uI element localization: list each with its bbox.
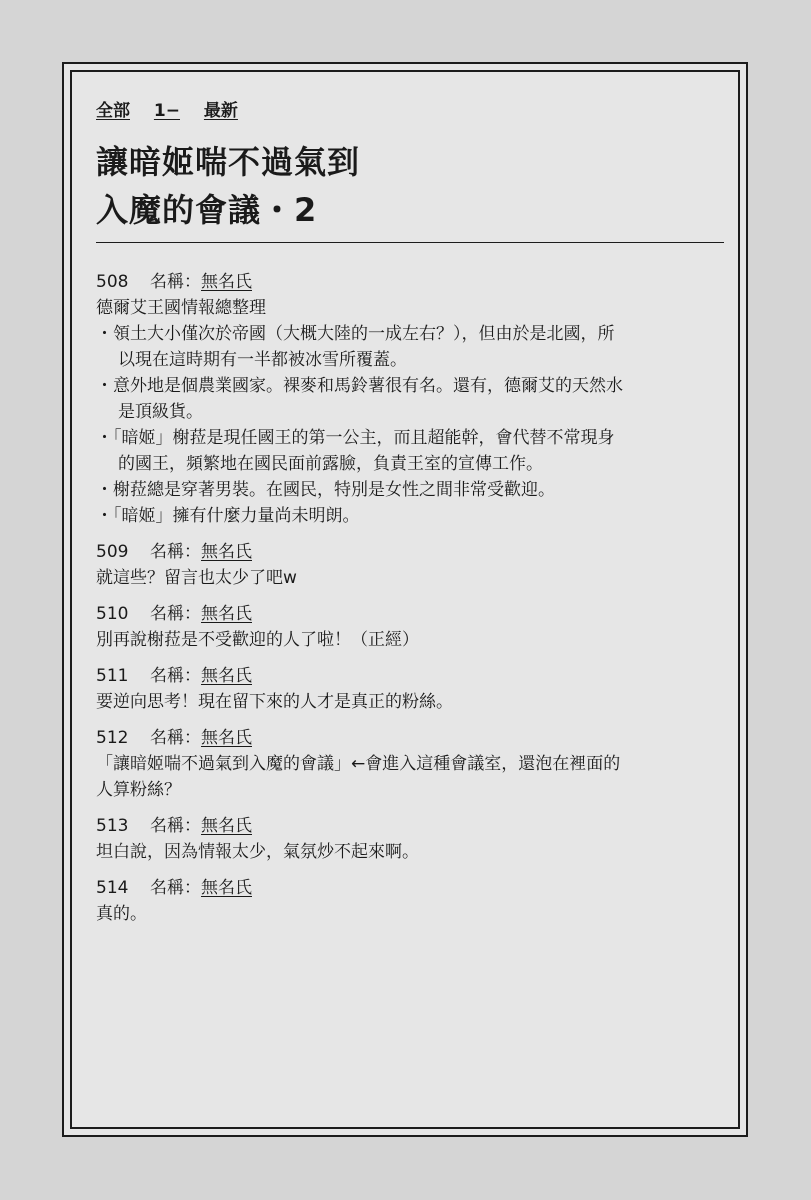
post-author-link[interactable]: 無名氏 <box>201 728 252 748</box>
post-text-line: 要逆向思考！現在留下來的人才是真正的粉絲。 <box>96 692 453 712</box>
post <box>96 813 736 865</box>
nav-all-link[interactable]: 全部 <box>96 101 130 121</box>
post-text-line: ・意外地是個農業國家。裸麥和馬鈴薯很有名。還有，德爾艾的天然水 <box>96 376 623 396</box>
thread-title-line-2: 入魔的會議・2 <box>96 191 318 229</box>
post-number: 512 <box>96 728 129 748</box>
post-author-link[interactable]: 無名氏 <box>201 878 252 898</box>
post-text-line: 德爾艾王國情報總整理 <box>96 298 266 318</box>
thread-title <box>96 138 360 234</box>
post-text-line: 「讓暗姬喘不過氣到入魔的會議」←會進入這種會議室，還泡在裡面的 <box>96 754 621 774</box>
post-body <box>96 839 736 865</box>
post-header <box>96 269 736 295</box>
page-frame-outer <box>62 62 748 1137</box>
post <box>96 725 736 803</box>
post-body <box>96 751 736 803</box>
post-name-label: 名稱： <box>150 816 201 836</box>
post-text-line: ・領土大小僅次於帝國（大概大陸的一成左右？），但由於是北國，所 <box>96 324 615 344</box>
post-header <box>96 725 736 751</box>
post-header <box>96 663 736 689</box>
post-text-line: ・「暗姬」榭菈是現任國王的第一公主，而且超能幹，會代替不常現身 <box>96 428 615 448</box>
post-body <box>96 627 736 653</box>
post-name-label: 名稱： <box>150 604 201 624</box>
post-text-line: 的國王，頻繁地在國民面前露臉，負責王室的宣傳工作。 <box>118 454 543 474</box>
thread-nav <box>96 96 256 121</box>
post-number: 513 <box>96 816 129 836</box>
post-text-line: ・「暗姬」擁有什麼力量尚未明朗。 <box>96 506 360 526</box>
post-text-line: 是頂級貨。 <box>118 402 203 422</box>
post-header <box>96 813 736 839</box>
post-author-link[interactable]: 無名氏 <box>201 604 252 624</box>
post-name-label: 名稱： <box>150 542 201 562</box>
post-number: 514 <box>96 878 129 898</box>
post <box>96 539 736 591</box>
post-text-line: 就這些？留言也太少了吧w <box>96 568 297 588</box>
post-name-label: 名稱： <box>150 272 201 292</box>
post-text-line: 別再說榭菈是不受歡迎的人了啦！（正經） <box>96 630 419 650</box>
post-number: 508 <box>96 272 129 292</box>
post-body <box>96 565 736 591</box>
post-body <box>96 295 736 529</box>
post-text-line: ・榭菈總是穿著男裝。在國民，特別是女性之間非常受歡迎。 <box>96 480 555 500</box>
post-header <box>96 875 736 901</box>
post-author-link[interactable]: 無名氏 <box>201 542 252 562</box>
nav-range-link[interactable]: 1− <box>153 101 180 121</box>
post-author-link[interactable]: 無名氏 <box>201 272 252 292</box>
post-text-line: 以現在這時期有一半都被冰雪所覆蓋。 <box>118 350 407 370</box>
post-author-link[interactable]: 無名氏 <box>201 666 252 686</box>
post-text-line: 真的。 <box>96 904 147 924</box>
nav-latest-link[interactable]: 最新 <box>203 101 238 121</box>
post-number: 509 <box>96 542 129 562</box>
post-author-link[interactable]: 無名氏 <box>201 816 252 836</box>
post-name-label: 名稱： <box>150 666 201 686</box>
post-number: 510 <box>96 604 129 624</box>
post <box>96 601 736 653</box>
post-name-label: 名稱： <box>150 728 201 748</box>
post-text-line: 人算粉絲？ <box>96 780 181 800</box>
post-header <box>96 539 736 565</box>
post <box>96 875 736 927</box>
post-body <box>96 901 736 927</box>
thread-title-line-1: 讓暗姬喘不過氣到 <box>96 143 361 181</box>
post-number: 511 <box>96 666 129 686</box>
post-list <box>96 269 736 937</box>
page-frame-inner <box>70 70 740 1129</box>
post-name-label: 名稱： <box>150 878 201 898</box>
post-text-line: 坦白說，因為情報太少，氣氛炒不起來啊。 <box>96 842 419 862</box>
post <box>96 269 736 529</box>
title-divider <box>96 242 724 243</box>
post-header <box>96 601 736 627</box>
post-body <box>96 689 736 715</box>
post <box>96 663 736 715</box>
